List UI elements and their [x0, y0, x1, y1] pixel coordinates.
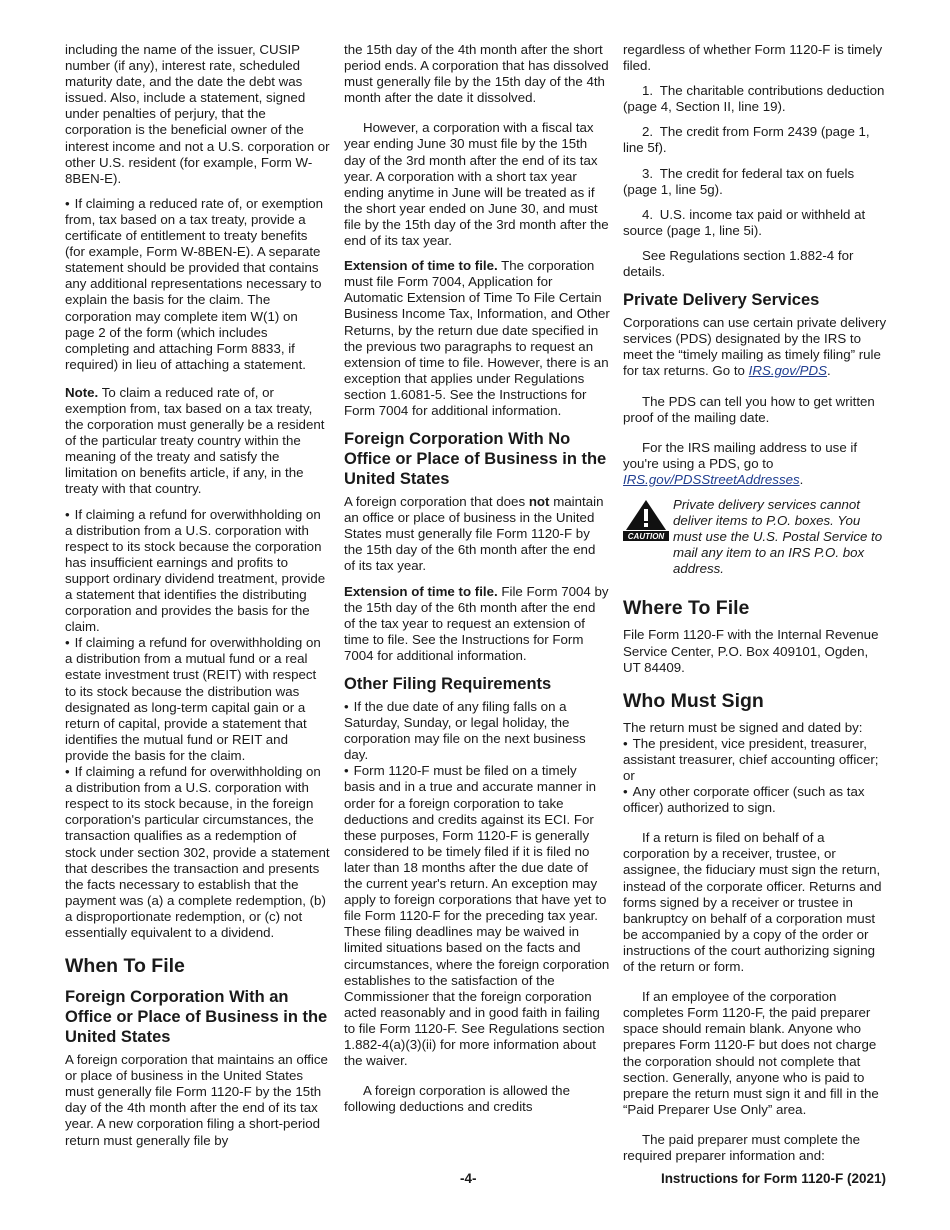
list-item-2: 2. The credit from Form 2439 (page 1, line 5f). [623, 124, 870, 156]
list-item-4: 4. U.S. income tax paid or withheld at source (page 1, line 5i). [623, 206, 866, 238]
paragraph-pds: Corporations can use certain private delivery services (PDS) designated by the IRS to meet the “timely mailing as timely filing” rule for tax returns. Go to IRS.gov/PDS. [623, 315, 887, 379]
paragraph-see-regulations: See Regulations section 1.882-4 for details. [623, 247, 854, 280]
bullet-timely-filing: • Form 1120-F must be filed on a timely basis and in a true and accurate manner in order for a foreign corporation to take deductions and credits against its ECI. For these purposes, Form 1120-F is generally considered to be timely filed if it is filed no later than 18 months after the due date of the current year's return. An exception may apply to foreign corporations that have yet to file Form 1120-F for the preceding tax year. These filing deadlines may be waived in limited situations based on the facts and circumstances, where the foreign corporation establishes to the satisfaction of the Commissioner that the foreign corporation acted reasonably and in good faith in failing to file Form 1120-F. See Regulations section 1.882-4(a)(3)(ii) for more information about the waiver. [344, 763, 610, 1069]
paragraph-pds-proof: The PDS can tell you how to get written proof of the mailing date. [623, 393, 875, 425]
caution-note [623, 497, 889, 577]
heading-who-must-sign: Who Must Sign [623, 689, 764, 712]
note-label: Note. [65, 384, 99, 400]
bullet-dot-icon: • [623, 735, 628, 751]
paragraph-issuer: including the name of the issuer, CUSIP number (if any), interest rate, scheduled maturity date, and the date the debt was issued. Also, include a statement, signed under penalties of perjury, that the corporation is the beneficial owner of the interest income and not a U.S. corporation or other U.S. resident (for example, Form W-8BEN-E). [65, 42, 330, 186]
link-pds-street-addresses[interactable]: IRS.gov/PDSStreetAddresses [623, 471, 800, 487]
document-title: Instructions for Form 1120-F (2021) [660, 1171, 886, 1186]
paragraph-with-office: A foreign corporation that maintains an office or place of business in the United States must generally file Form 1120-F by the 15th day of the 4th month after the end of its tax year. A new corporation filing a short-period return must generally file by [65, 1052, 328, 1148]
caution-icon [623, 498, 669, 546]
paragraph-fiscal-year: However, a corporation with a fiscal tax year ending June 30 must file by the 15th day of the 3rd month after the end of its tax year. A corporation with a short tax year ending anytime in June will be treated as if the short year ended on June 30, and must file by the 15th day of the 3rd month after the end of its tax year. [344, 120, 609, 249]
paragraph-sign: The return must be signed and dated by: [623, 719, 863, 735]
heading-where-to-file: Where To File [623, 597, 750, 620]
link-irs-pds[interactable]: IRS.gov/PDS [748, 363, 827, 379]
bullet-president: • The president, vice president, treasurer, assistant treasurer, chief accounting officer; or [623, 735, 879, 783]
bullet-due-date: • If the due date of any filing falls on a Saturday, Sunday, or legal holiday, the corporation may file on the next business day. [344, 699, 586, 763]
column-left [65, 42, 331, 1158]
heading-private-delivery: Private Delivery Services [623, 291, 820, 310]
paragraph-allowed: A foreign corporation is allowed the following deductions and credits [344, 1083, 570, 1115]
caution-label: CAUTION [627, 531, 665, 541]
bullet-dot-icon: • [65, 195, 70, 211]
bullet-treaty: • If claiming a reduced rate of, or exemption from, tax based on a tax treaty, provide a certificate of entitlement to treaty benefits (for example, Form W-8BEN-E). A separate statement should be provided that contains any additional representations necessary to explain the basis for the claim. The corporation may complete item W(1) on page 2 of the form (which includes completing and attaching Form 8833, if required) in lieu of attaching a statement. [65, 195, 323, 372]
bullet-dot-icon: • [344, 763, 349, 779]
list-item-1: 1. The charitable contributions deduction (page 4, Section II, line 19). [623, 83, 885, 115]
paragraph-where: File Form 1120-F with the Internal Revenue Service Center, P.O. Box 409101, Ogden, UT 84409. [623, 627, 879, 675]
bullet-other-officer: • Any other corporate officer (such as tax officer) authorized to sign. [623, 784, 865, 816]
bullet-refund-2: • If claiming a refund for overwithholding on a distribution from a mutual fund or a real estate investment trust (REIT) with respect to its stock because the distribution was designated as long-term capital gain or a return of capital, provide a statement that identifies the mutual fund or REIT and provide the basis for the claim. [65, 635, 321, 763]
heading-when-to-file: When To File [65, 955, 185, 978]
paragraph-no-office: A foreign corporation that does not maintain an office or place of business in the United States must generally file Form 1120-F by the 15th day of the 6th month after the end of its tax year. [344, 494, 604, 574]
paragraph-regardless: regardless of whether Form 1120-F is timely filed. [623, 42, 883, 74]
list-item-3: 3. The credit for federal tax on fuels (page 1, line 5g). [623, 165, 855, 197]
paragraph-extension-2: Extension of time to file. File Form 7004 by the 15th day of the 6th month after the end of the tax year to request an extension of time to file. See the Instructions for Form 7004 for additional information. [344, 583, 609, 663]
bullet-refund-3: • If claiming a refund for overwithholding on a distribution from a U.S. corporation with respect to its stock because, in the foreign corporation's particular circumstances, the transaction qualifies as a redemption of stock under section 302, provide a statement that describes the transaction and presents the facts necessary to establish that the payment was (a) a complete redemption, (b) a disproportionate redemption, or (c) not essentially equivalent to a dividend. [65, 764, 330, 940]
bullet-dot-icon: • [65, 764, 70, 780]
paragraph-receiver: If a return is filed on behalf of a corporation by a receiver, trustee, or assignee, the fiduciary must sign the return, instead of the corporate officer. Returns and forms signed by a receiver or trustee in bankruptcy on behalf of a corporation must be accompanied by a copy of the order or instructions of the court authorizing signing of the return or form. [623, 830, 882, 975]
paragraph-employee: If an employee of the corporation completes Form 1120-F, the paid preparer space should remain blank. Anyone who prepares Form 1120-F but does not charge the corporation should not complete that section. Generally, anyone who is paid to prepare the return must sign it and fill in the “Paid Preparer Use Only” area. [623, 989, 879, 1117]
note-paragraph: Note. To claim a reduced rate of, or exemption from, tax based on a tax treaty, the corporation must generally be a resident of the particular treaty country within the meaning of the treaty and satisfy the limitation on benefits article, if any, in the treaty with that country. [65, 384, 325, 497]
page-number: -4- [460, 1171, 477, 1186]
paragraph-short-period: the 15th day of the 4th month after the short period ends. A corporation that has dissolved must generally file by the 15th day of the 4th month after the date it dissolved. [344, 42, 609, 106]
paragraph-paid-preparer: The paid preparer must complete the required preparer information and: [623, 1131, 861, 1163]
column-middle [344, 42, 610, 1124]
heading-no-office: Foreign Corporation With No Office or Place of Business in the United States [344, 430, 607, 489]
bullet-dot-icon: • [65, 635, 70, 651]
caution-text: Private delivery services cannot deliver items to P.O. boxes. You must use the U.S. Postal Service to mail any item to an IRS P.O. box address. [673, 496, 883, 577]
bullet-dot-icon: • [65, 506, 70, 522]
heading-other-requirements: Other Filing Requirements [344, 675, 552, 693]
bullet-dot-icon: • [344, 699, 349, 714]
paragraph-pds-address: For the IRS mailing address to use if you're using a PDS, go to IRS.gov/PDSStreetAddresses. [623, 439, 858, 487]
bullet-refund-1: • If claiming a refund for overwithholding on a distribution from a U.S. corporation with respect to its stock because the corporation has insufficient earnings and profits to support ordinary dividend treatment, provide a statement that identifies the distributing corporation and provides the basis for the claim. [65, 506, 326, 635]
column-right [623, 42, 889, 1173]
heading-with-office: Foreign Corporation With an Office or Place of Business in the United States [65, 988, 328, 1047]
paragraph-extension-1: Extension of time to file. The corporation must file Form 7004, Application for Automatic Extension of Time To File Certain Business Income Tax, Information, and Other Returns, by the return due date specified in the previous two paragraphs to request an extension of time to file. However, there is an exception that applies under Regulations section 1.6081-5. See the Instructions for Form 7004 for additional information. [344, 258, 610, 418]
bullet-dot-icon: • [623, 784, 628, 800]
